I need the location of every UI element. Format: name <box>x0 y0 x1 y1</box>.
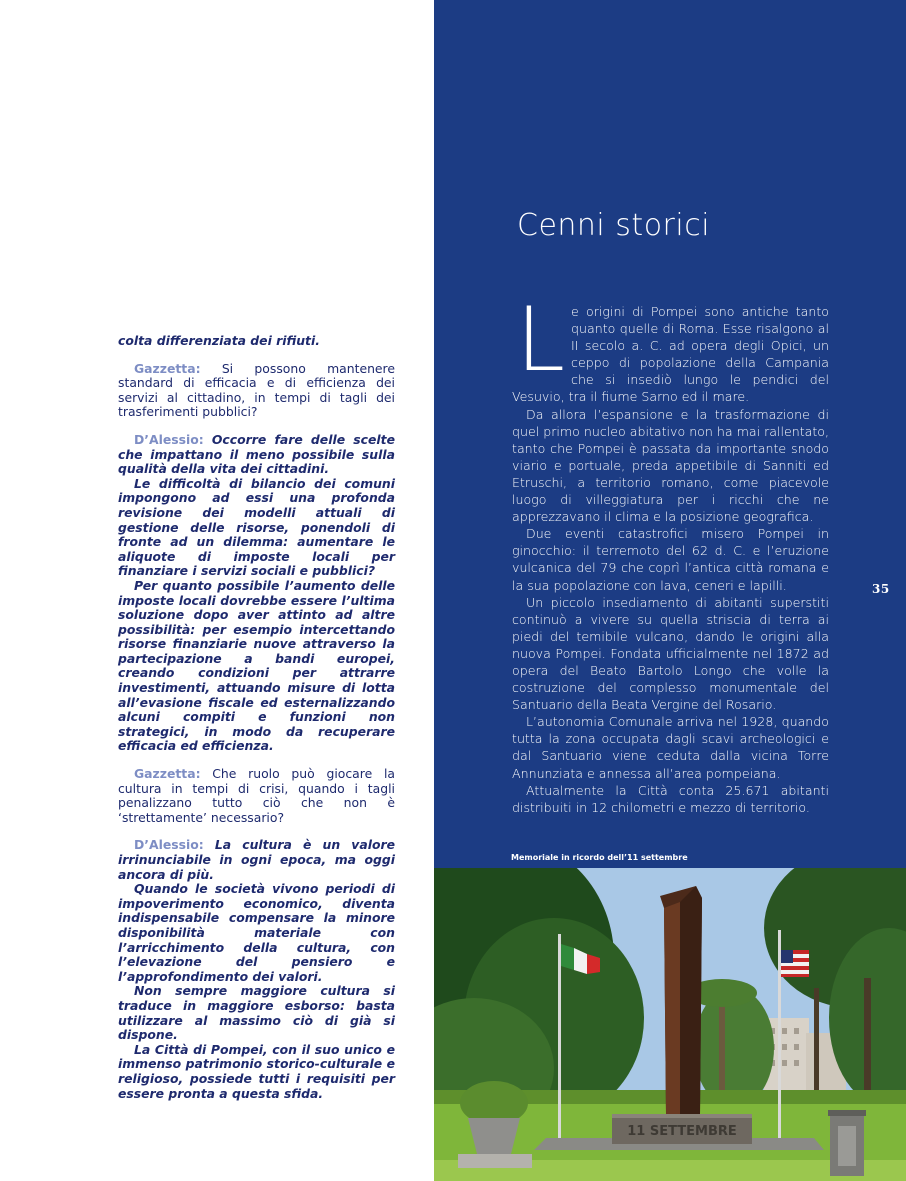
page-number: 35 <box>872 582 890 596</box>
interview-answer <box>118 838 395 882</box>
memorial-illustration <box>434 868 906 1181</box>
interview-column <box>118 334 395 1101</box>
drop-cap: L <box>516 288 566 391</box>
interview-answer <box>118 433 395 477</box>
history-paragraph: Un piccolo insediamento di abitanti superstiti continuò a vivere su quella striscia di terra ai piedi del temibile vulcano, dando le origini alla nuova Pompei. Fondata ufficialmente nel 1872 ad opera del Beato Bartolo Longo che volle la costruzione del complesso monumentale del Santuario della Beata Vergine del Rosario. <box>512 594 829 713</box>
speaker-label: D’Alessio: <box>134 837 204 853</box>
plaque-text: 11 SETTEMBRE <box>627 1124 737 1139</box>
speaker-label: Gazzetta: <box>134 766 201 782</box>
history-paragraph-text: e origini di Pompei sono antiche tanto quanto quelle di Roma. Esse risalgono al II secolo a. C. ad opera degli Opici, un ceppo di popolazione della Campania che si insediò lungo le pendici del Vesuvio, tra il fiume Sarno ed il mare. <box>512 304 829 405</box>
speaker-label: Gazzetta: <box>134 360 201 376</box>
interview-question <box>118 362 395 420</box>
history-text <box>512 288 829 816</box>
interview-question <box>118 767 395 825</box>
history-paragraph <box>512 288 829 406</box>
answer-text: Occorre fare delle scelte che impattano il meno possibile sulla qualità della vita dei cittadini. <box>118 431 395 477</box>
interview-paragraph: Non sempre maggiore cultura si traduce in maggiore esborso: basta utilizzare al massimo ciò di già si dispone. <box>118 983 395 1043</box>
question-text: Si possono mantenere standard di efficacia e di efficienza dei servizi al cittadino, in tempi di tagli dei trasferimenti pubblici? <box>118 360 395 420</box>
history-paragraph: L’autonomia Comunale arriva nel 1928, quando tutta la zona occupata dagli scavi archeologici e dal Santuario viene ceduta dalla vicina Torre Annunziata e annessa all’area pompeiana. <box>512 714 829 781</box>
section-title: Cenni storici <box>517 208 711 243</box>
history-paragraph: Attualmente la Città conta 25.671 abitanti distribuiti in 12 chilometri e mezzo di territorio. <box>512 782 829 815</box>
history-paragraph: Da allora l’espansione e la trasformazione di quel primo nucleo abitativo non ha mai rallentato, tanto che Pompei è passata da importante snodo viario e portuale, preda appetibile di Sanniti ed Etruschi, a territorio romano, come piacevole luogo di villeggiatura per i ricchi che ne apprezzavano il clima e la posizione geografica. <box>512 406 829 525</box>
interview-paragraph: Quando le società vivono periodi di impoverimento economico, diventa indispensabile compensare la minore disponibilità materiale con l’arricchimento della cultura, con l’elevazione del pensiero e l’approfondimento dei valori. <box>118 881 395 984</box>
history-paragraph: Due eventi catastrofici misero Pompei in ginocchio: il terremoto del 62 d. C. e l’eruzione vulcanica del 79 che coprì l’antica città romana e la sua popolazione con lava, ceneri e lapilli. <box>512 526 829 593</box>
question-text: Che ruolo può giocare la cultura in tempi di crisi, quando i tagli penalizzano tutto ciò che non è ‘strettamente’ necessario? <box>118 766 395 825</box>
memorial-photo <box>434 868 906 1181</box>
speaker-label: D’Alessio: <box>134 431 204 447</box>
photo-caption: Memoriale in ricordo dell’11 settembre <box>511 853 688 862</box>
interview-paragraph: Per quanto possibile l’aumento delle imposte locali dovrebbe essere l’ultima soluzione dopo aver attinto ad altre possibilità: per esempio intercettando risorse finanziarie nuove attraverso la partecipazione a bandi europei, creando condizioni per attrarre investimenti, attuando misure di lotta all’evasione fiscale ed esternalizzando alcuni compiti e funzioni non strategici, in modo da recuperare efficacia ed efficienza. <box>118 577 395 754</box>
interview-paragraph: colta differenziata dei rifiuti. <box>118 333 320 348</box>
answer-text: La cultura è un valore irrinunciabile in ogni epoca, ma oggi ancora di più. <box>118 837 395 882</box>
interview-paragraph: La Città di Pompei, con il suo unico e immenso patrimonio storico-culturale e religioso, possiede tutti i requisiti per essere pronta a questa sfida. <box>118 1041 395 1101</box>
interview-paragraph: Le difficoltà di bilancio dei comuni impongono ad essi una profonda revisione dei modelli attuali di gestione delle risorse, ponendoli di fronte ad un dilemma: aumentare le aliquote di imposte locali per finanziare i servizi sociali e pubblici? <box>118 475 395 579</box>
